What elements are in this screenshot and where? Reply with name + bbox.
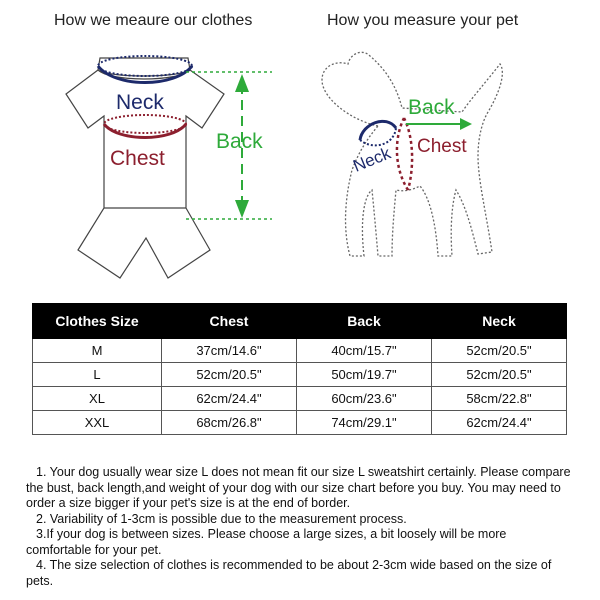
chest-cell: 37cm/14.6" xyxy=(162,339,297,363)
back-label: Back xyxy=(216,130,263,153)
table-row xyxy=(33,363,567,387)
neck-cell: 58cm/22.8" xyxy=(432,387,567,411)
note-item: 1. Your dog usually wear size L does not mean fit our size L sweatshirt certainly. Please compare the bust, back length,and weight of your dog with our size chart before you buy. You may need to order a size bigger if your pet's size is at the end of border. xyxy=(26,465,571,510)
back-arrow-up-head xyxy=(235,74,249,92)
size-cell: M xyxy=(33,339,162,363)
neck-cell: 52cm/20.5" xyxy=(432,363,567,387)
table-header-row xyxy=(33,304,567,339)
size-cell: XL xyxy=(33,387,162,411)
neck-cell: 62cm/24.4" xyxy=(432,411,567,435)
pet-chest-label: Chest xyxy=(417,136,467,157)
pet-neck-line xyxy=(360,121,396,140)
neck-cell: 52cm/20.5" xyxy=(432,339,567,363)
back-cell: 40cm/15.7" xyxy=(297,339,432,363)
pet-chest-dotted-back xyxy=(404,118,412,190)
pet-neck-label: Neck xyxy=(350,143,394,176)
clothes-measure-heading: How we meaure our clothes xyxy=(54,12,253,29)
size-cell: L xyxy=(33,363,162,387)
header-neck: Neck xyxy=(432,304,567,339)
pet-measure-heading: How you measure your pet xyxy=(327,12,519,29)
measurement-diagram xyxy=(0,30,600,290)
chest-cell: 52cm/20.5" xyxy=(162,363,297,387)
header-chest: Chest xyxy=(162,304,297,339)
back-cell: 74cm/29.1" xyxy=(297,411,432,435)
table-row xyxy=(33,387,567,411)
note-item: 3.If your dog is between sizes. Please choose a large sizes, a bit loosely will be more comfortable for your pet. xyxy=(26,527,507,557)
back-cell: 50cm/19.7" xyxy=(297,363,432,387)
header-back: Back xyxy=(297,304,432,339)
chest-label: Chest xyxy=(110,147,165,170)
size-chart-table xyxy=(32,303,567,435)
table-row xyxy=(33,411,567,435)
table-row xyxy=(33,339,567,363)
pet-chest-dotted xyxy=(397,118,408,190)
chest-cell: 68cm/26.8" xyxy=(162,411,297,435)
chest-cell: 62cm/24.4" xyxy=(162,387,297,411)
note-item: 4. The size selection of clothes is recommended to be about 2-3cm wide based on the size of pets. xyxy=(26,558,552,588)
size-cell: XXL xyxy=(33,411,162,435)
neck-label: Neck xyxy=(116,91,164,114)
back-cell: 60cm/23.6" xyxy=(297,387,432,411)
back-arrow-down-head xyxy=(235,200,249,218)
sizing-notes xyxy=(26,465,574,589)
pet-back-arrow-head xyxy=(460,118,472,130)
note-item: 2. Variability of 1-3cm is possible due to the measurement process. xyxy=(36,511,407,526)
pet-back-label: Back xyxy=(408,96,455,119)
header-clothes-size: Clothes Size xyxy=(33,304,162,339)
